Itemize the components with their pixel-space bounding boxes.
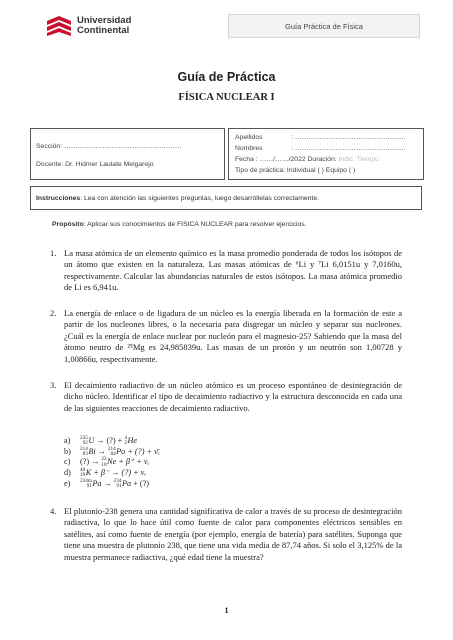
reaction-arrow: → <box>95 446 108 456</box>
question-text: La energía de enlace o de ligadura de un núcleo es la energía liberada en la formación de este a partir de los nucleones libres, o la necesaria para disgregar un núcleo y separar sus nucleones. ¿Cuál es la energía de enlace nuclear por nucleón para el magnesio-25? Sabiendo que la masa del átomo neutro de ²⁵Mg es 24,985839u. Las masas de un protón y un neutrón son 1,00728 y 1,00866u, respectivamente. <box>64 308 402 364</box>
question-text: El decaimiento radiactivo de un núcleo atómico es un proceso espontáneo de desintegración de dicho núcleo. Identificar el tipo de decaimiento radiactivo y la estructura desconocida en cada una de las siguientes reacciones de decaimiento radiactivo. <box>64 380 402 413</box>
reaction-list <box>64 436 160 489</box>
reaction-text: (?) + νₑ <box>121 468 147 478</box>
reaction-label: c) <box>64 457 71 467</box>
element-symbol: He <box>127 436 137 446</box>
question-number: 1. <box>50 248 57 258</box>
mass-number: 214 <box>80 445 88 452</box>
reaction-arrow: → <box>89 457 102 467</box>
question-number: 4. <box>50 506 57 516</box>
reaction-text: (?) + <box>106 436 125 446</box>
reaction-label: a) <box>64 436 71 446</box>
atomic-number: 84 <box>110 450 116 457</box>
atomic-number: 83 <box>82 450 88 457</box>
page-subtitle: FÍSICA NUCLEAR I <box>178 92 275 103</box>
fecha-text: Fecha : ……/……/2022 Duración: <box>235 156 339 163</box>
purpose-label: Propósito <box>52 221 84 228</box>
reaction-label: b) <box>64 446 71 456</box>
apellidos-row[interactable] <box>235 134 405 141</box>
element-symbol: Po <box>116 446 126 456</box>
reaction-arrow: → <box>101 478 114 488</box>
question-text: La masa atómica de un elemento químico es la masa promedio ponderada de todos los isótopos de un átomo que existen en la naturaleza. Las masas atómicas de ⁶Li y ⁷Li 6,0151u y 7,0160u, respectivamente. Calcular las abundancias naturales de estos isótopos. La masa atómica promedio de Li es 6,941u. <box>64 248 402 293</box>
reaction-arrow: → <box>94 436 107 446</box>
university-name-line1: Universidad <box>77 15 132 26</box>
atomic-number: 2 <box>124 440 127 447</box>
reaction-text: + β⁻ <box>91 468 110 478</box>
reaction-label: e) <box>64 478 71 488</box>
mass-number: 234m <box>80 477 92 484</box>
reaction-c <box>64 457 160 468</box>
header-tab: Guía Práctica de Física <box>228 14 420 38</box>
apellidos-field[interactable]: : …………………………………………. <box>291 134 406 141</box>
mass-number: 4 <box>124 435 127 441</box>
reaction-text: + β⁺ + νₑ <box>116 457 150 467</box>
element-symbol: Pa <box>122 478 132 488</box>
page-number: 1 <box>224 606 229 615</box>
university-name-line2: Continental <box>77 25 130 36</box>
atomic-number: 91 <box>116 482 122 489</box>
reaction-arrow: → <box>109 468 122 478</box>
tipo-practica-row[interactable]: Tipo de práctica: Individual ( ) Equipo ( ) <box>235 167 356 174</box>
reaction-b <box>64 447 160 458</box>
apellidos-label: Apellidos <box>235 134 263 141</box>
student-info-right-box <box>228 128 424 180</box>
element-symbol: Ne <box>107 457 117 467</box>
docente-text: Docente: Dr. Hidmer Laulate Melgarejo <box>36 161 154 168</box>
question-number: 2. <box>50 308 57 318</box>
nombres-field[interactable]: : …………………………………………. <box>291 145 406 152</box>
purpose-text <box>52 221 307 228</box>
mass-number: 22 <box>101 456 107 463</box>
university-emblem-icon <box>46 15 72 37</box>
atomic-number: 10 <box>101 461 107 468</box>
reaction-e <box>64 479 160 490</box>
atomic-number: 19 <box>80 472 86 479</box>
element-symbol: U <box>88 436 95 446</box>
question-text: El plutonio-238 genera una cantidad significativa de calor a través de su proceso de desintegración radiactiva, lo que lo hace útil como fuente de calor para componentes eléctricos sensibles en satélites, así como fuente de energía (por ejemplo, energía de batería) para satélites. Suponga que tiene una muestra de plutonio 238, que tiene una vida media de 87,74 años. Si solo el 3,125% de la muestra permanece radiactiva, ¿qué edad tiene la muestra? <box>64 506 402 562</box>
page-title: Guía de Práctica <box>177 70 276 84</box>
question-1 <box>50 248 402 294</box>
nombres-row[interactable] <box>235 145 405 152</box>
mass-number: 40 <box>80 467 86 474</box>
atomic-number: 92 <box>82 440 88 447</box>
instructions-label: Instrucciones <box>36 194 81 202</box>
university-logo <box>46 15 131 37</box>
reaction-text: + (?) <box>131 478 149 488</box>
instructions-box <box>30 186 422 210</box>
atomic-number: 91 <box>86 482 92 489</box>
nombres-label: Nombres <box>235 145 263 152</box>
student-info-left-box <box>30 128 225 180</box>
question-2 <box>50 308 402 365</box>
seccion-field[interactable]: Sección: ……………………………………………. <box>36 143 182 150</box>
element-symbol: Pa <box>92 478 102 488</box>
reaction-text: (?) <box>80 457 90 467</box>
question-3 <box>50 380 402 414</box>
element-symbol: K <box>85 468 92 478</box>
question-4 <box>50 506 402 563</box>
reaction-label: d) <box>64 468 71 478</box>
fecha-row[interactable] <box>235 156 379 163</box>
reaction-text: + (?) + ν̄ₑ <box>125 446 160 456</box>
element-symbol: Bi <box>88 446 96 456</box>
mass-number: 234 <box>113 477 122 484</box>
reaction-d <box>64 468 160 479</box>
instructions-text: : Lea con atención las siguientes preguntas, luego desarróllelas correctamente. <box>80 194 319 202</box>
mass-number: 235 <box>80 435 88 441</box>
purpose-body: : Aplicar sus conocimientos de FISICA NUCLEAR para resolver ejercicios. <box>83 221 307 228</box>
mass-number: 214 <box>107 445 116 452</box>
question-number: 3. <box>50 380 57 390</box>
duracion-hint[interactable]: Indic. Tiempo <box>338 156 379 163</box>
